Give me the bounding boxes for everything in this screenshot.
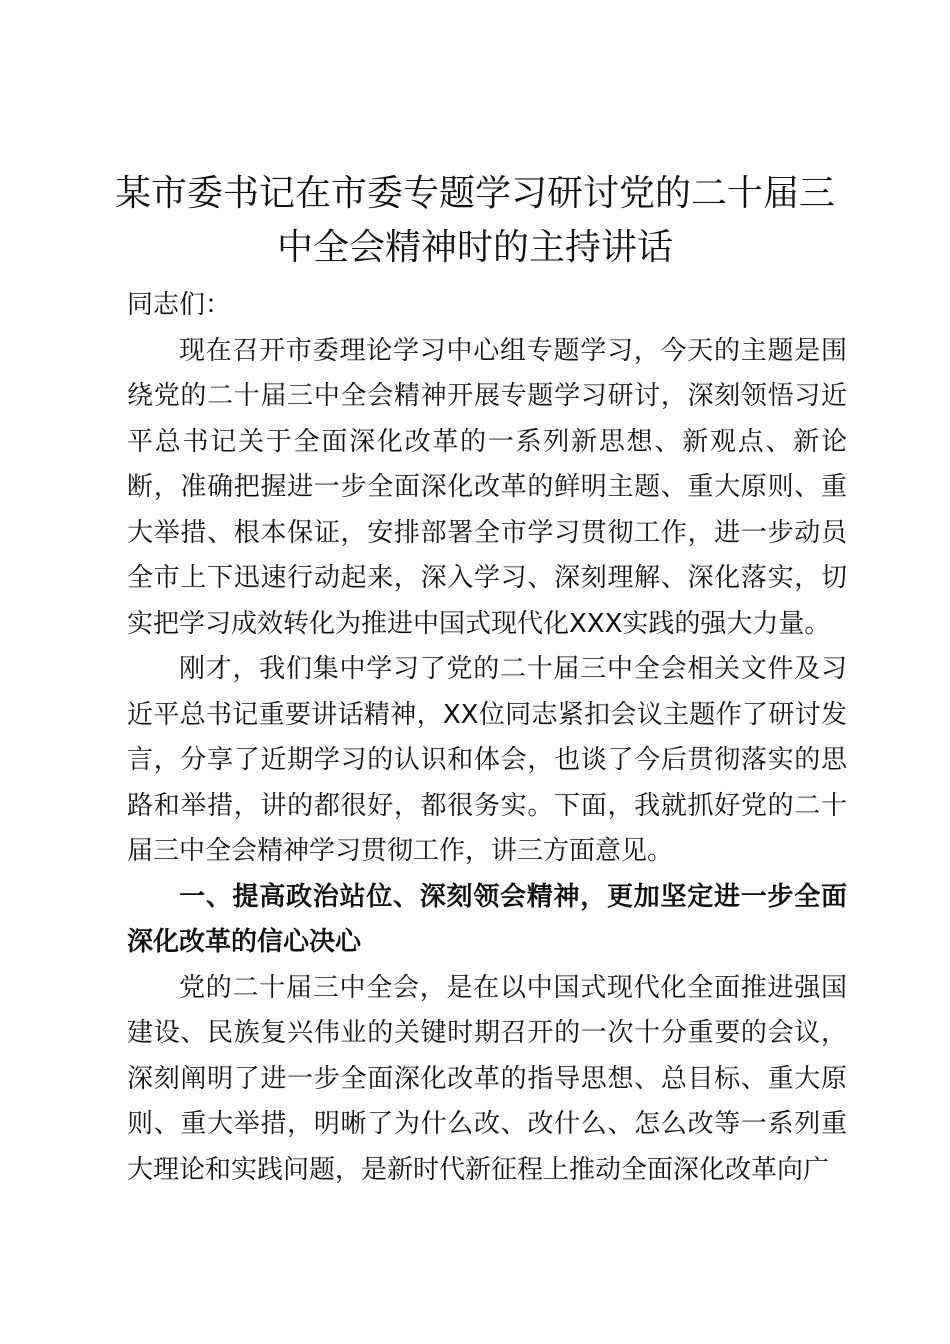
document-body	[127, 283, 847, 1193]
document-title-line-2: 中全会精神时的主持讲话	[276, 227, 673, 268]
document-title-line-1: 某市委书记在市委专题学习研讨党的二十届三	[114, 173, 835, 214]
section-heading-1: 一、提高政治站位、深刻领会精神，更加坚定进一步全面深化改革的信心决心	[127, 881, 847, 957]
salutation: 同志们：	[127, 290, 232, 320]
paragraph-opening: 现在召开市委理论学习中心组专题学习，今天的主题是围绕党的二十届三中全会精神开展专题学习研讨，深刻领悟习近平总书记关于全面深化改革的一系列新思想、新观点、新论断，准确把握进一步全面深化改革的鲜明主题、重大原则、重大举措、根本保证，安排部署全市学习贯彻工作，进一步动员全市上下迅速行动起来，深入学习、深刻理解、深化落实，切实把学习成效转化为推进中国式现代化XXX实践的强大力量。	[127, 335, 847, 639]
paragraph-summary: 刚才，我们集中学习了党的二十届三中全会相关文件及习近平总书记重要讲话精神，XX位同志紧扣会议主题作了研讨发言，分享了近期学习的认识和体会，也谈了今后贯彻落实的思路和举措，讲的都很好，都很务实。下面，我就抓好党的二十届三中全会精神学习贯彻工作，讲三方面意见。	[127, 654, 847, 866]
section-1-paragraph: 党的二十届三中全会，是在以中国式现代化全面推进强国建设、民族复兴伟业的关键时期召开的一次十分重要的会议，深刻阐明了进一步全面深化改革的指导思想、总目标、重大原则、重大举措，明晰了为什么改、改什么、怎么改等一系列重大理论和实践问题，是新时代新征程上推动全面深化改革向广	[127, 972, 847, 1185]
